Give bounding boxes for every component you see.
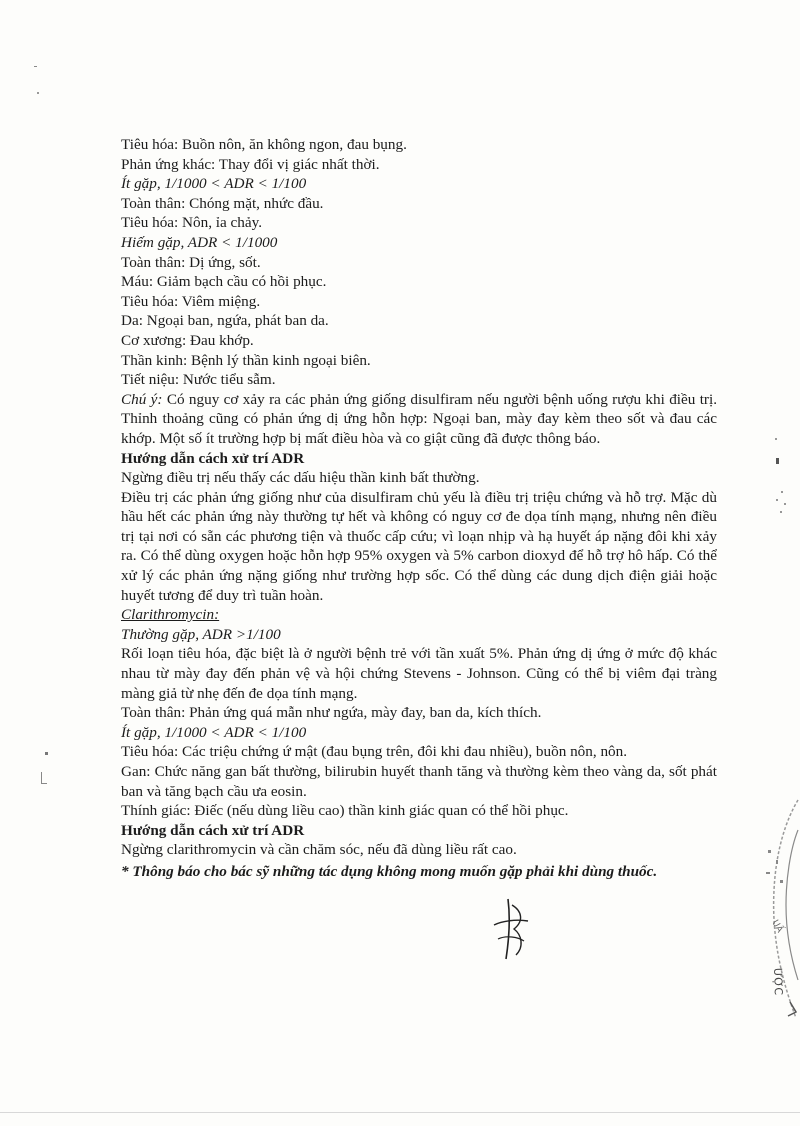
text-line: Thần kinh: Bệnh lý thần kinh ngoại biên. — [121, 351, 371, 369]
signature-mark-icon — [488, 895, 534, 963]
page-bottom-edge — [0, 1112, 800, 1113]
margin-speck — [34, 66, 37, 67]
margin-speck — [775, 438, 777, 440]
text-paragraph: Rối loạn tiêu hóa, đặc biệt là ở người bệnh trẻ với tần xuất 5%. Phản ứng dị ứng ở mức độ khác nhau từ mày đay đến phản vệ và hội chứng Stevens - Johnson. Cũng có thể bị viêm đại tràng màng giả từ nhẹ đến đe dọa tính mạng. — [121, 645, 717, 702]
text-line: Toàn thân: Chóng mặt, nhức đầu. — [121, 194, 324, 212]
frequency-label: Ít gặp, 1/1000 < ADR < 1/100 — [121, 723, 307, 741]
margin-speck — [41, 772, 47, 784]
svg-text:UẤ: UẤ — [769, 918, 785, 935]
margin-speck — [45, 752, 48, 755]
text-line: Da: Ngoại ban, ngứa, phát ban da. — [121, 312, 329, 330]
text-line: Ngừng clarithromycin và cần chăm sóc, nếu đã dùng liều rất cao. — [121, 841, 517, 859]
frequency-label: Ít gặp, 1/1000 < ADR < 1/100 — [121, 175, 307, 193]
margin-speck — [771, 488, 791, 518]
text-line: Ngừng điều trị nếu thấy các dấu hiệu thần kinh bất thường. — [121, 469, 480, 487]
text-line: Tiêu hóa: Nôn, ỉa chảy. — [121, 214, 263, 232]
text-line: Toàn thân: Dị ứng, sốt. — [121, 253, 261, 271]
section-heading: Hướng dẫn cách xử trí ADR — [121, 821, 305, 839]
caution-paragraph — [121, 390, 717, 449]
frequency-label: Hiếm gặp, ADR < 1/1000 — [121, 233, 278, 251]
text-line: Máu: Giảm bạch cầu có hồi phục. — [121, 273, 327, 291]
text-line: Phản ứng khác: Thay đổi vị giác nhất thời. — [121, 155, 380, 173]
text-line: Thính giác: Điếc (nếu dùng liều cao) thần kinh giác quan có thể hồi phục. — [121, 802, 569, 820]
text-line: Tiêu hóa: Viêm miệng. — [121, 292, 261, 310]
text-line: Tiêu hóa: Buồn nôn, ăn không ngon, đau bụng. — [121, 136, 407, 153]
final-note: * Thông báo cho bác sỹ những tác dụng không mong muốn gặp phải khi dùng thuốc. — [121, 862, 658, 880]
drug-title: Clarithromycin: — [121, 606, 220, 624]
text-line: Toàn thân: Phản ứng quá mẫn như ngứa, mày đay, ban da, kích thích. — [121, 704, 542, 722]
document-body — [121, 135, 717, 882]
text-line: Tiêu hóa: Các triệu chứng ứ mật (đau bụng trên, đôi khi đau nhiều), buồn nôn, nôn. — [121, 743, 628, 761]
section-heading: Hướng dẫn cách xử trí ADR — [121, 449, 305, 467]
margin-speck — [37, 92, 39, 94]
caution-label: Chú ý: — [121, 390, 163, 408]
text-line: Tiết niệu: Nước tiểu sẫm. — [121, 371, 276, 389]
svg-text:ƯỢC: ƯỢC — [771, 967, 785, 996]
caution-text: Có nguy cơ xảy ra các phản ứng giống disulfiram nếu người bệnh uống rượu khi điều trị. Thỉnh thoảng cũng có phản ứng dị ứng hỗn hợp: Ngoại ban, mày đay kèm theo sốt và đau các khớp. Một số ít trường hợp bị mất điều hòa và co giật cũng đã được thông báo. — [121, 390, 717, 447]
stamp-fragment-icon — [746, 790, 800, 1030]
text-paragraph: Gan: Chức năng gan bất thường, bilirubin huyết thanh tăng và thường kèm theo vàng da, sốt phát ban và tăng bạch cầu ưa eosin. — [121, 763, 717, 800]
management-paragraph: Điều trị các phản ứng giống như của disulfiram chủ yếu là điều trị triệu chứng và hỗ trợ. Mặc dù hầu hết các phản ứng này thường tự hết và không có nguy cơ đe dọa tính mạng, nhưng nên điều trị tại nơi có sẵn các phương tiện và thuốc cấp cứu; vì loạn nhịp và hạ huyết áp nặng đôi khi xảy ra. Có thể dùng oxygen hoặc hỗn hợp 95% oxygen và 5% carbon dioxyd để hỗ trợ hô hấp. Có thể xử lý các phản ứng nặng giống như trường hợp sốc. Có thể dùng các dung dịch điện giải hoặc huyết tương để duy trì tuần hoàn. — [121, 488, 717, 604]
margin-speck — [776, 458, 779, 464]
text-line: Cơ xương: Đau khớp. — [121, 331, 254, 349]
frequency-label: Thường gặp, ADR >1/100 — [121, 625, 281, 643]
